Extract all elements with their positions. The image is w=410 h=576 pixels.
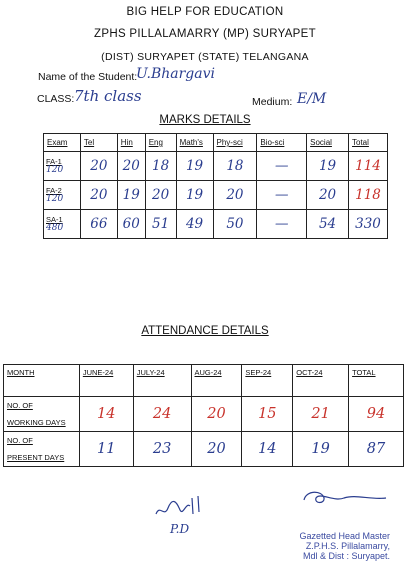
marks-col-physci: Phy-sci [213,134,257,152]
mark-cell: 20 [213,181,257,210]
working-days-cell: 24 [133,397,191,432]
working-label-line2: WORKING DAYS [7,418,66,427]
marks-col-tel: Tel [80,134,117,152]
mark-cell: 51 [145,210,176,239]
working-days-total: 94 [349,397,404,432]
present-days-cell: 11 [79,432,133,467]
mark-cell: 18 [213,152,257,181]
mark-cell: 19 [176,181,213,210]
present-label-line2: PRESENT DAYS [7,453,65,462]
mark-cell: 19 [117,181,145,210]
mark-cell: 19 [176,152,213,181]
exam-name: FA-1 [46,157,62,166]
present-days-label [4,432,80,467]
exam-cell [44,210,81,239]
marks-col-hin: Hin [117,134,145,152]
head-master-stamp [270,531,390,561]
working-days-label [4,397,80,432]
class-value: 7th class [74,87,142,105]
working-days-cell: 14 [79,397,133,432]
signature-initials: P.D [170,522,190,536]
working-days-cell: 21 [293,397,349,432]
school-district: (DIST) SURYAPET (STATE) TELANGANA [101,51,309,63]
table-row [44,210,388,239]
attendance-table [3,364,404,467]
table-row [44,181,388,210]
class-label: CLASS: [37,93,75,105]
stamp-line-1: Gazetted Head Master [299,531,390,541]
att-col-oct: OCT-24 [293,365,349,397]
working-days-cell: 20 [191,397,242,432]
marks-col-social: Social [307,134,349,152]
mark-cell: 20 [145,181,176,210]
marks-col-exam: Exam [44,134,81,152]
att-col-aug: AUG-24 [191,365,242,397]
head-master-signature [300,486,390,510]
present-days-total: 87 [349,432,404,467]
mark-cell: 20 [307,181,349,210]
exam-max: 120 [46,165,64,175]
att-col-total: TOTAL [349,365,404,397]
total-cell: 118 [349,181,388,210]
att-col-june: JUNE-24 [79,365,133,397]
table-row [44,152,388,181]
mark-cell: — [257,152,307,181]
working-days-cell: 15 [242,397,293,432]
student-name-label: Name of the Student: [38,71,138,83]
marks-header-row [44,134,388,152]
stamp-line-2: Z.P.H.S. Pillalamarry, [305,541,390,551]
exam-cell [44,152,81,181]
mark-cell: 18 [145,152,176,181]
total-cell: 330 [349,210,388,239]
marks-col-maths: Math's [176,134,213,152]
exam-name: SA-1 [46,215,63,224]
mark-cell: 19 [307,152,349,181]
mark-cell: — [257,181,307,210]
school-program-title: BIG HELP FOR EDUCATION [126,6,284,18]
mark-cell: 20 [80,181,117,210]
exam-max: 480 [46,223,64,233]
attendance-header-row [4,365,404,397]
att-col-sep: SEP-24 [242,365,293,397]
total-cell: 114 [349,152,388,181]
marks-col-eng: Eng [145,134,176,152]
marks-table [43,133,388,239]
present-label-line1: NO. OF [7,436,33,445]
stamp-line-3: Mdl & Dist : Suryapet. [302,551,390,561]
exam-max: 120 [46,194,64,204]
exam-cell [44,181,81,210]
exam-name: FA-2 [46,186,62,195]
medium-label: Medium: [252,96,293,108]
marks-details-title: MARKS DETAILS [159,114,251,126]
present-days-row [4,432,404,467]
attendance-details-title: ATTENDANCE DETAILS [141,325,269,337]
mark-cell: 66 [80,210,117,239]
marks-col-total: Total [349,134,388,152]
mark-cell: 20 [80,152,117,181]
mark-cell: 49 [176,210,213,239]
present-days-cell: 20 [191,432,242,467]
att-col-month: MONTH [4,365,80,397]
student-name-value: U.Bhargavi [136,66,216,82]
present-days-cell: 19 [293,432,349,467]
mark-cell: 50 [213,210,257,239]
class-teacher-signature [152,492,212,522]
mark-cell: 54 [307,210,349,239]
medium-value: E/M [297,91,327,107]
mark-cell: 20 [117,152,145,181]
mark-cell: — [257,210,307,239]
marks-col-biosci: Bio-sci [257,134,307,152]
present-days-cell: 14 [242,432,293,467]
present-days-cell: 23 [133,432,191,467]
school-name: ZPHS PILLALAMARRY (MP) SURYAPET [94,28,316,40]
att-col-july: JULY-24 [133,365,191,397]
working-days-row [4,397,404,432]
working-label-line1: NO. OF [7,401,33,410]
mark-cell: 60 [117,210,145,239]
